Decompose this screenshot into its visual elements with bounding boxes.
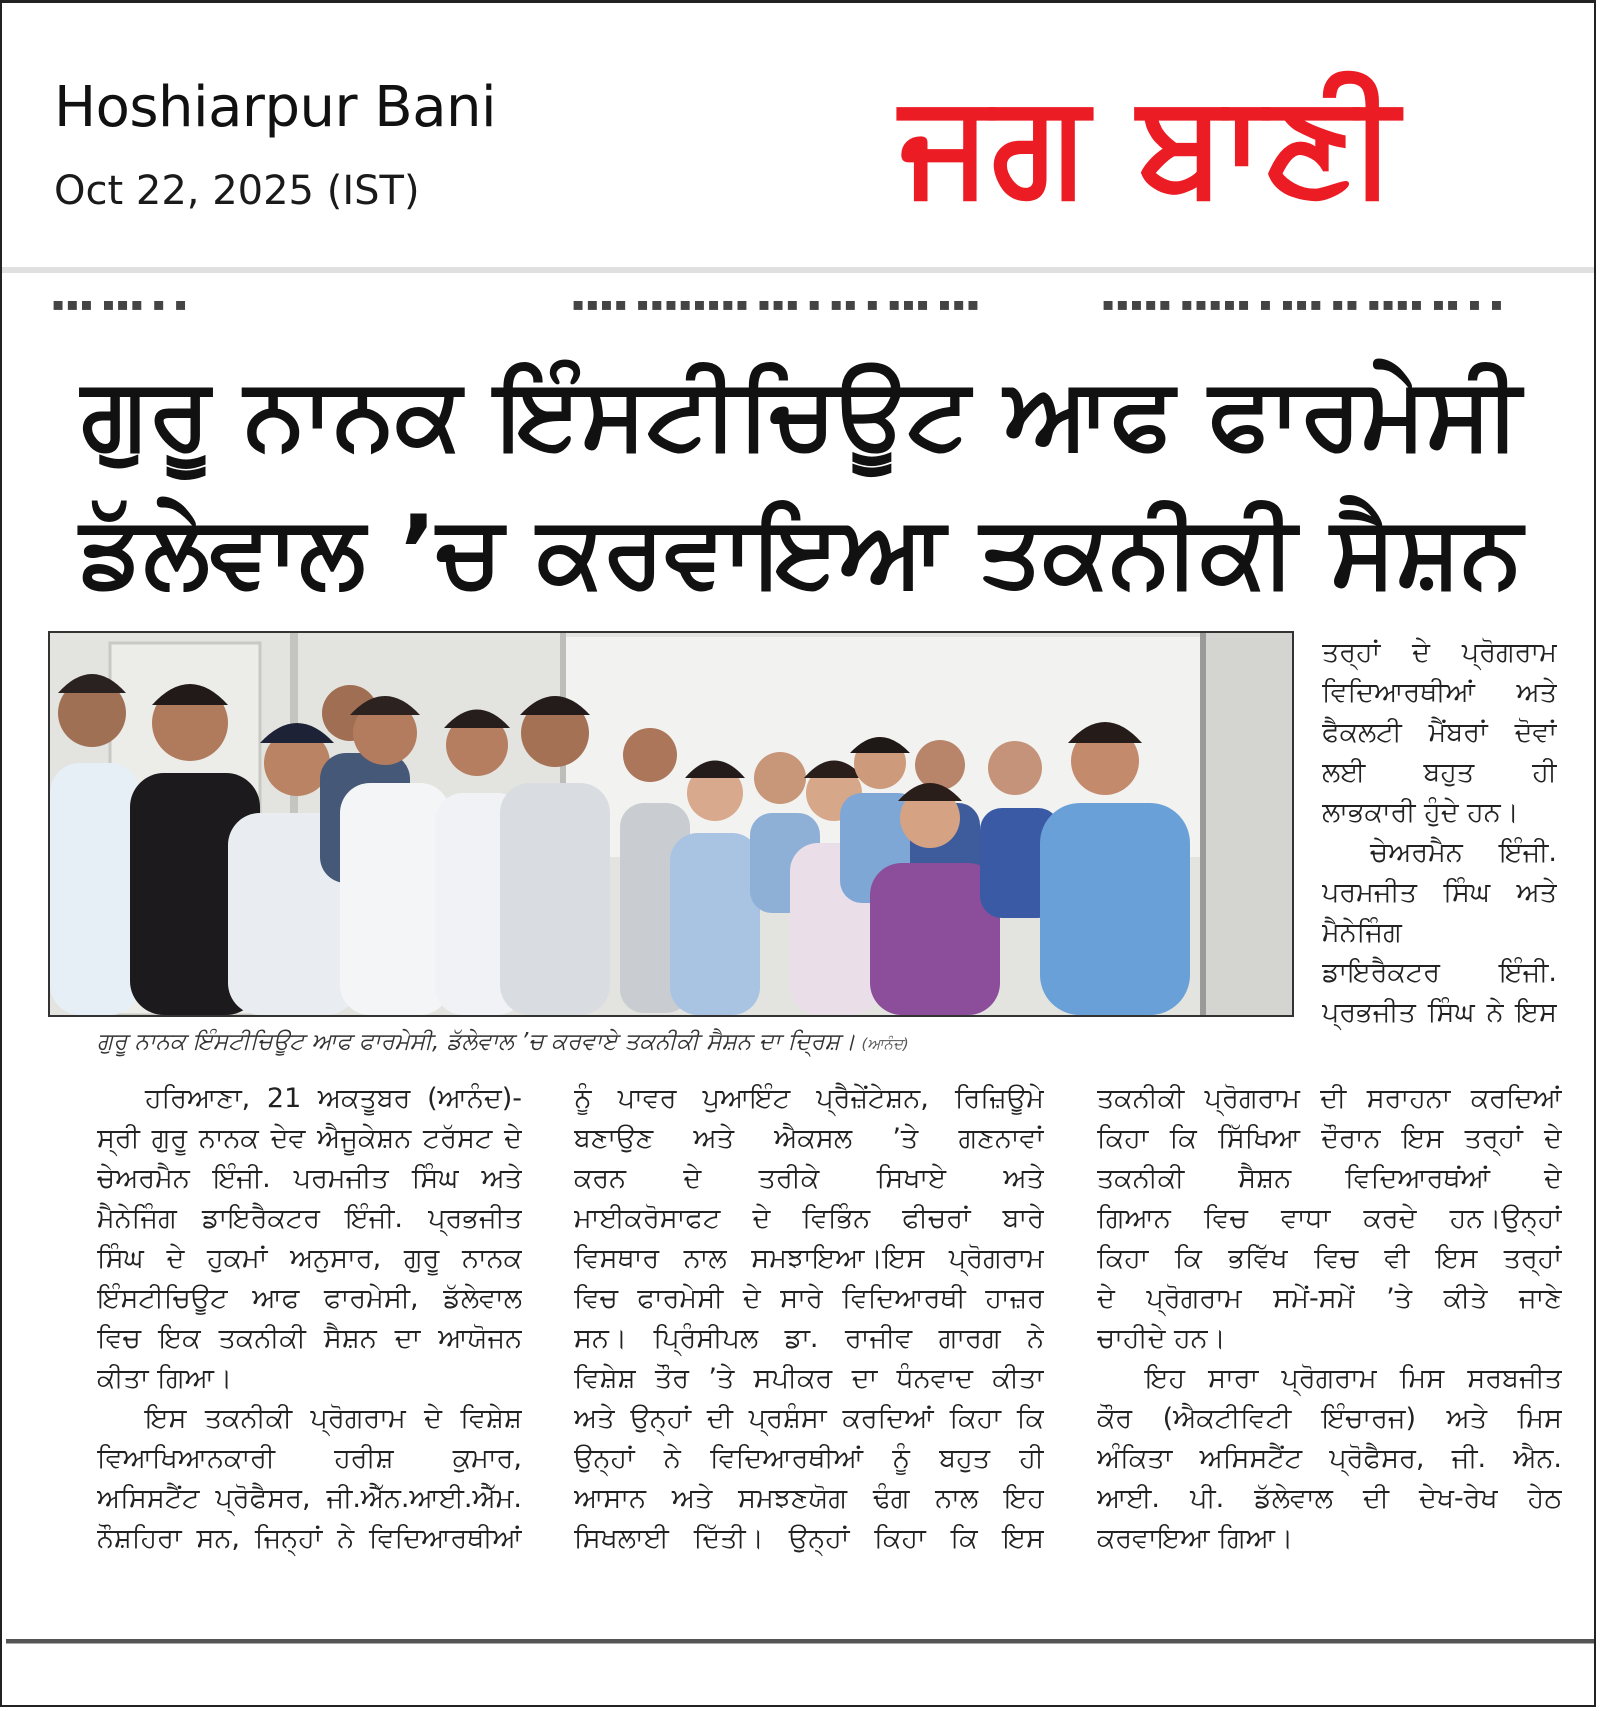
photo-caption-text: ਗੁਰੂ ਨਾਨਕ ਇੰਸਟੀਚਿਊਟ ਆਫ ਫਾਰਮੇਸੀ, ਡੱਲੇਵਾਲ ’ਚ ਕਰਵਾਏ ਤਕਨੀਕੀ ਸੈਸ਼ਨ ਦਾ ਦ੍ਰਿਸ਼। [97,1029,856,1055]
cropped-text-fragment: ▪▪▪▪ ▪▪▪▪▪▪▪▪ ▪▪▪ ▪ ▪▪ ▪ ▪▪▪ ▪▪▪ [572,301,982,315]
article-line: ਚੇਅਰਮੈਨ ਇੰਜੀ. [1370,837,1557,868]
article-column-right-top [1322,633,1557,1033]
group-photo [48,631,1294,1017]
article-line: ਮੈਨੇਜਿੰਗ ਡਾਇਰੈਕਟਰ ਇੰਜੀ. ਪ੍ਰਭਜੀਤ [97,1203,522,1234]
article-line: ਤਕਨੀਕੀ ਪ੍ਰੋਗਰਾਮ ਦੀ ਸਰਾਹਨਾ ਕਰਦਿਆਂ [1097,1083,1562,1114]
article-line: ਗਿਆਨ ਵਿਚ ਵਾਧਾ ਕਰਦੇ ਹਨ।ਉਨ੍ਹਾਂ [1097,1203,1562,1234]
headline-line-1: ਗੁਰੂ ਨਾਨਕ ਇੰਸਟੀਚਿਊਟ ਆਫ ਫਾਰਮੇਸੀ [81,357,1521,471]
article-line: ਵਿਸ਼ੇਸ਼ ਤੌਰ ’ਤੇ ਸਪੀਕਰ ਦਾ ਧੰਨਵਾਦ ਕੀਤਾ [574,1363,1044,1394]
article-line: ਉਨ੍ਹਾਂ ਨੇ ਵਿਦਿਆਰਥੀਆਂ ਨੂੰ ਬਹੁਤ ਹੀ [574,1443,1044,1474]
article-line: ਇੰਸਟੀਚਿਊਟ ਆਫ ਫਾਰਮੇਸੀ, ਡੱਲੇਵਾਲ [97,1283,522,1314]
article-dateline: ਹਰਿਆਣਾ, 21 ਅਕਤੂਬਰ (ਆਨੰਦ)- [145,1083,522,1114]
article-line: ਪ੍ਰਭਜੀਤ ਸਿੰਘ ਨੇ ਇਸ [1322,997,1557,1028]
article-line: ਡਾਇਰੈਕਟਰ ਇੰਜੀ. [1322,957,1557,988]
article-column-2 [574,1079,1044,1559]
article-line: ਕੌਰ (ਐਕਟੀਵਿਟੀ ਇੰਚਾਰਜ) ਅਤੇ ਮਿਸ [1097,1403,1562,1434]
group-photo-illustration [50,633,1292,1015]
article-line: ਪਰਮਜੀਤ ਸਿੰਘ ਅਤੇ [1322,877,1557,908]
photo-caption [97,1029,1297,1055]
article-line: ਤਰ੍ਹਾਂ ਦੇ ਪ੍ਰੋਗਰਾਮ [1322,637,1557,668]
article-line: ਵਿਆਖਿਆਨਕਾਰੀ ਹਰੀਸ਼ ਕੁਮਾਰ, [97,1443,522,1474]
article-line: ਵਿਸਥਾਰ ਨਾਲ ਸਮਝਾਇਆ।ਇਸ ਪ੍ਰੋਗਰਾਮ [574,1243,1044,1274]
publication-name: Hoshiarpur Bani [54,75,497,140]
article-line: ਕਿਹਾ ਕਿ ਸਿੱਖਿਆ ਦੌਰਾਨ ਇਸ ਤਰ੍ਹਾਂ ਦੇ [1097,1123,1562,1154]
masthead-divider [2,267,1594,273]
photo-credit: (ਆਨੰਦ) [861,1035,909,1053]
article-line: ਲਈ ਬਹੁਤ ਹੀ [1322,757,1557,788]
article-line: ਅਤੇ ਉਨ੍ਹਾਂ ਦੀ ਪ੍ਰਸ਼ੰਸਾ ਕਰਦਿਆਂ ਕਿਹਾ ਕਿ [574,1403,1044,1434]
cropped-text-fragment: ▪▪▪▪▪ ▪▪▪▪▪ ▪ ▪▪▪ ▪▪ ▪▪▪▪ ▪▪ ▪ ▪ [1102,301,1505,315]
article-line: ਲਾਭਕਾਰੀ ਹੁੰਦੇ ਹਨ। [1322,797,1519,828]
article-line: ਅੰਕਿਤਾ ਅਸਿਸਟੈਂਟ ਪ੍ਰੋਫੈਸਰ, ਜੀ. ਐਨ. [1097,1443,1562,1474]
article-line: ਨੌਸ਼ਹਿਰਾ ਸਨ, ਜਿਨ੍ਹਾਂ ਨੇ ਵਿਦਿਆਰਥੀਆਂ [97,1523,522,1554]
article-line: ਸਨ। ਪ੍ਰਿੰਸੀਪਲ ਡਾ. ਰਾਜੀਵ ਗਾਰਗ ਨੇ [574,1323,1044,1354]
article-line: ਕਰਨ ਦੇ ਤਰੀਕੇ ਸਿਖਾਏ ਅਤੇ [574,1163,1044,1194]
article-line: ਚੇਅਰਮੈਨ ਇੰਜੀ. ਪਰਮਜੀਤ ਸਿੰਘ ਅਤੇ [97,1163,522,1194]
article-line: ਚਾਹੀਦੇ ਹਨ। [1097,1323,1226,1354]
article-line: ਤਕਨੀਕੀ ਸੈਸ਼ਨ ਵਿਦਿਆਰਥਂਆਂ ਦੇ [1097,1163,1562,1194]
article-line: ਸਿਖਲਾਈ ਦਿੱਤੀ। ਉਨ੍ਹਾਂ ਕਿਹਾ ਕਿ ਇਸ [574,1523,1044,1554]
article-line: ਮੈਨੇਜਿੰਗ [1322,917,1402,948]
article-line: ਕੀਤਾ ਗਿਆ। [97,1363,233,1394]
article-line: ਮਾਈਕਰੋਸਾਫਟ ਦੇ ਵਿਭਿੰਨ ਫੀਚਰਾਂ ਬਾਰੇ [574,1203,1044,1234]
article-line: ਵਿਚ ਇਕ ਤਕਨੀਕੀ ਸੈਸ਼ਨ ਦਾ ਆਯੋਜਨ [97,1323,522,1354]
article-line: ਅਸਿਸਟੈਂਟ ਪ੍ਰੋਫੈਸਰ, ਜੀ.ਐੱਨ.ਆਈ.ਐੱਮ. [97,1483,522,1514]
article-line: ਦੇ ਪ੍ਰੋਗਰਾਮ ਸਮੇਂ-ਸਮੇਂ ’ਤੇ ਕੀਤੇ ਜਾਣੇ [1097,1283,1562,1314]
article-line: ਸਿੰਘ ਦੇ ਹੁਕਮਾਂ ਅਨੁਸਾਰ, ਗੁਰੂ ਨਾਨਕ [97,1243,522,1274]
article-line: ਆਈ. ਪੀ. ਡੱਲੇਵਾਲ ਦੀ ਦੇਖ-ਰੇਖ ਹੇਠ [1097,1483,1562,1514]
article-line: ਆਸਾਨ ਅਤੇ ਸਮਝਣਯੋਗ ਢੰਗ ਨਾਲ ਇਹ [574,1483,1044,1514]
article-line: ਸ੍ਰੀ ਗੁਰੂ ਨਾਨਕ ਦੇਵ ਐਜੂਕੇਸ਼ਨ ਟਰੱਸਟ ਦੇ [97,1123,522,1154]
article-line: ਫੈਕਲਟੀ ਮੈਂਬਰਾਂ ਦੋਵਾਂ [1322,717,1557,748]
article-line: ਕਰਵਾਇਆ ਗਿਆ। [1097,1523,1294,1554]
publication-date: Oct 22, 2025 (IST) [54,168,420,214]
article-column-1 [97,1079,522,1559]
newspaper-logo: ਜਗ ਬਾਣੀ [900,63,1399,226]
article-line: ਇਸ ਤਕਨੀਕੀ ਪ੍ਰੋਗਰਾਮ ਦੇ ਵਿਸ਼ੇਸ਼ [145,1403,522,1434]
article-line: ਕਿਹਾ ਕਿ ਭਵਿੱਖ ਵਿਚ ਵੀ ਇਸ ਤਰ੍ਹਾਂ [1097,1243,1562,1274]
masthead [2,3,1594,271]
article-line: ਨੂੰ ਪਾਵਰ ਪੁਆਇੰਟ ਪ੍ਰੈਜ਼ੇਂਟੇਸ਼ਨ, ਰਿਜ਼ਿਊਮੇ [574,1083,1044,1114]
cropped-text-fragment: ▪▪▪ ▪▪▪ ▪ ▪ [52,301,189,315]
article-line: ਬਣਾਉਣ ਅਤੇ ਐਕਸਲ ’ਤੇ ਗਣਨਾਵਾਂ [574,1123,1044,1154]
bottom-divider [6,1639,1594,1644]
article-line: ਵਿਦਿਆਰਥੀਆਂ ਅਤੇ [1322,677,1557,708]
article-line: ਇਹ ਸਾਰਾ ਪ੍ਰੋਗਰਾਮ ਮਿਸ ਸਰਬਜੀਤ [1145,1363,1562,1394]
headline-line-2: ਡੱਲੇਵਾਲ ’ਚ ਕਰਵਾਇਆ ਤਕਨੀਕੀ ਸੈਸ਼ਨ [79,495,1523,609]
article-column-3 [1097,1079,1562,1559]
article-line: ਵਿਚ ਫਾਰਮੇਸੀ ਦੇ ਸਾਰੇ ਵਿਦਿਆਰਥੀ ਹਾਜ਼ਰ [574,1283,1044,1314]
